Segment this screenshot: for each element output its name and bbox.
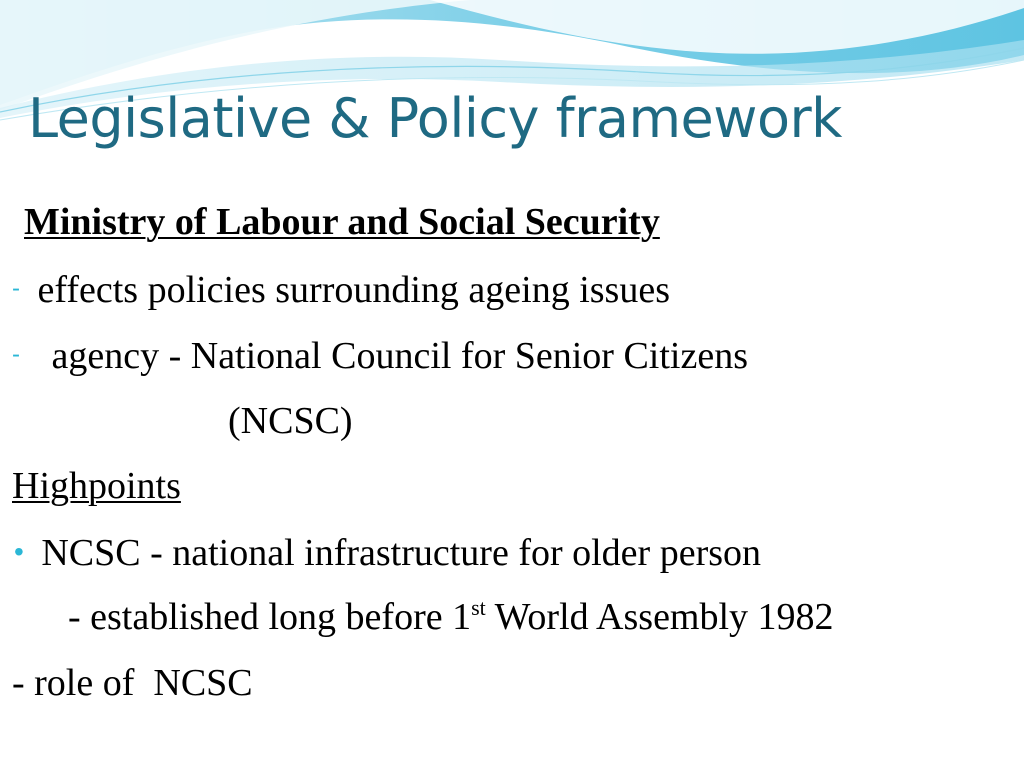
slide-title: Legislative & Policy framework [28,87,842,150]
ncsc-bullet-text: NCSC - national infrastructure for older person [41,532,762,574]
dash-marker: - [12,275,20,302]
agency-continuation: (NCSC) [228,400,353,442]
established-line [68,594,834,640]
ministry-heading: Ministry of Labour and Social Security [24,201,660,243]
bullet-marker: • [14,536,24,567]
established-text: - established long before 1 [68,596,472,638]
ordinal-superscript: st [471,595,486,620]
ncsc-bullet [14,529,761,576]
dash-marker: - [12,341,20,368]
highpoints-heading: Highpoints [12,465,181,507]
role-line: - role of NCSC [12,662,253,704]
policy-item-text: effects policies surrounding ageing issues [37,269,670,311]
policy-item [12,266,670,313]
agency-item-text: agency - National Council for Senior Citizens [51,335,748,377]
agency-item [12,332,748,379]
world-assembly-text: World Assembly 1982 [485,596,834,638]
